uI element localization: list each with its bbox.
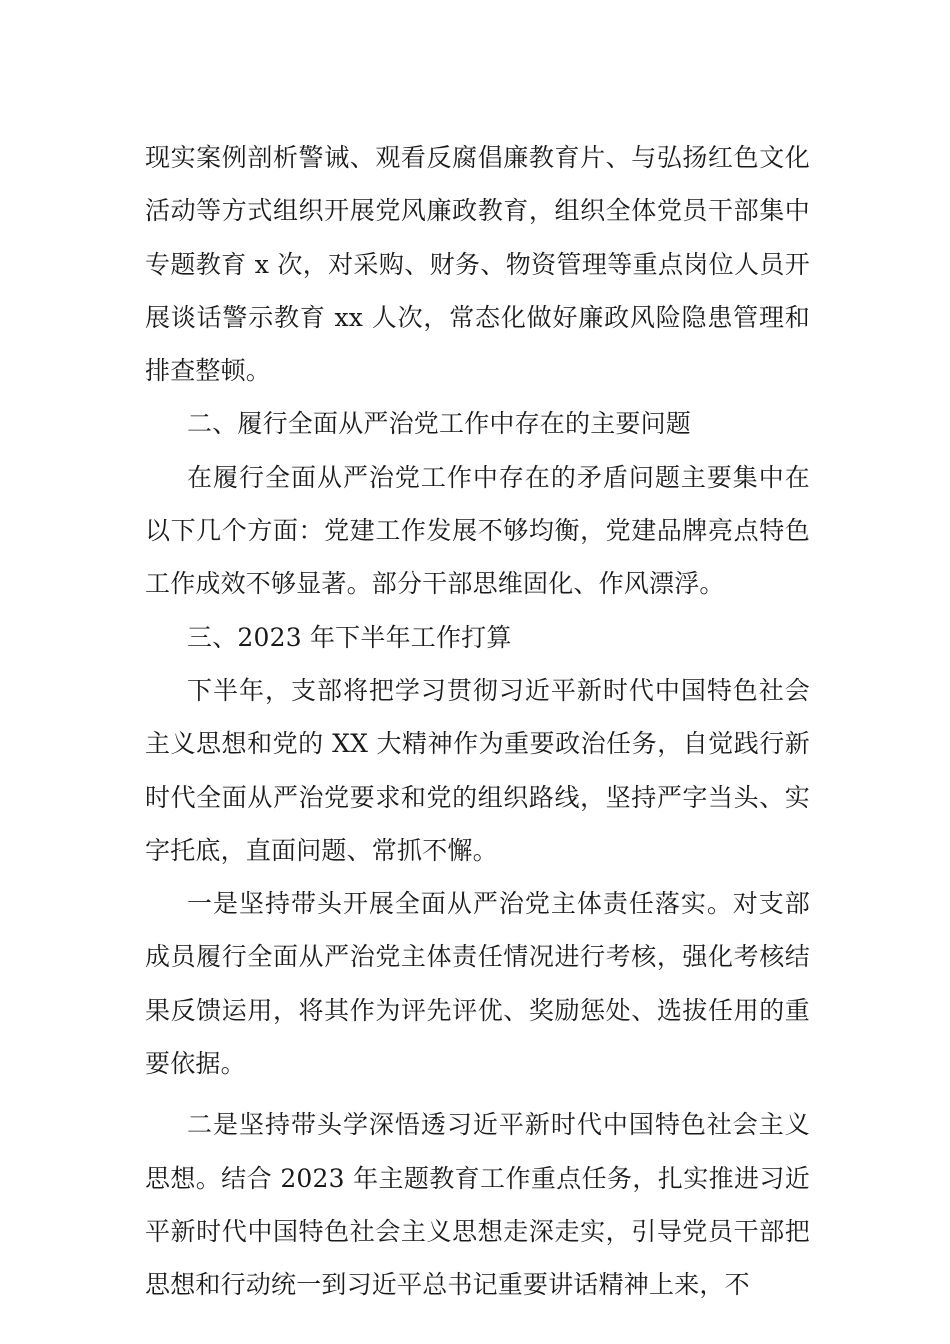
paragraph-plan-item-2: 二是坚持带头学深悟透习近平新时代中国特色社会主义思想。结合 2023 年主题教育工作重点任务，扎实推进习近平新时代中国特色社会主义思想走深走实，引导党员干部把思想和行动统一到习近平总书记重要讲话精神上来，不 bbox=[145, 1110, 810, 1300]
paragraph-continuation: 现实案例剖析警诫、观看反腐倡廉教育片、与弘扬红色文化活动等方式组织开展党风廉政教育，组织全体党员干部集中专题教育 x 次，对采购、财务、物资管理等重点岗位人员开展谈话警示教育 xx 人次，常态化做好廉政风险隐患管理和排查整顿。 bbox=[145, 143, 810, 386]
paragraph-problems: 在履行全面从严治党工作中存在的矛盾问题主要集中在以下几个方面：党建工作发展不够均衡，党建品牌亮点特色工作成效不够显著。部分干部思维固化、作风漂浮。 bbox=[145, 462, 810, 599]
paragraph-plan-intro: 下半年，支部将把学习贯彻习近平新时代中国特色社会主义思想和党的 XX 大精神作为重要政治任务，自觉践行新时代全面从严治党要求和党的组织路线，坚持严字当头、实字托底，直面问题、常抓不懈。 bbox=[145, 675, 810, 865]
paragraph-plan-item-1: 一是坚持带头开展全面从严治党主体责任落实。对支部成员履行全面从严治党主体责任情况进行考核，强化考核结果反馈运用，将其作为评先评优、奖励惩处、选拔任用的重要依据。 bbox=[145, 889, 810, 1079]
section-heading-plan: 三、2023 年下半年工作打算 bbox=[187, 622, 512, 652]
document-body bbox=[145, 131, 810, 1312]
section-heading-problems: 二、履行全面从严治党工作中存在的主要问题 bbox=[187, 409, 692, 439]
